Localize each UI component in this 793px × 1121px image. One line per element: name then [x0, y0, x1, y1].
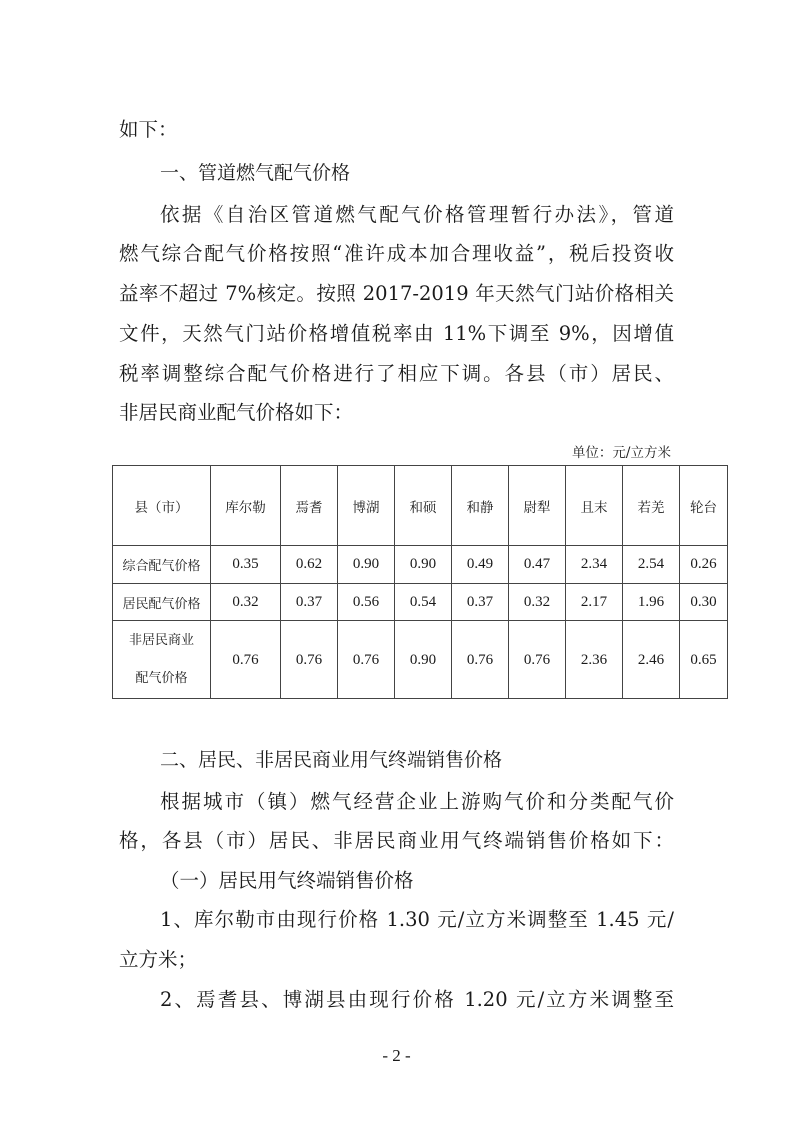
- table-cell: 0.30: [680, 584, 728, 621]
- unit-label: 单位：元/立方米: [571, 445, 671, 461]
- table-cell: 0.35: [211, 546, 281, 584]
- header-cell: 和硕: [395, 466, 452, 546]
- table-cell: 2.34: [566, 546, 623, 584]
- table-cell: 0.76: [452, 621, 509, 699]
- table-cell: 2.36: [566, 621, 623, 699]
- header-cell: 轮台: [680, 466, 728, 546]
- table-cell: 0.47: [509, 546, 566, 584]
- list-item-continuation: 立方米；: [119, 948, 198, 971]
- table-cell: 0.37: [452, 584, 509, 621]
- section1-line: 税率调整综合配气价格进行了相应下调。各县（市）居民、: [119, 362, 674, 385]
- header-cell: 尉犁: [509, 466, 566, 546]
- header-cell: 库尔勒: [211, 466, 281, 546]
- table-cell: 2.17: [566, 584, 623, 621]
- list-item: 2、焉耆县、博湖县由现行价格 1.20 元/立方米调整至: [160, 988, 674, 1011]
- header-cell: 焉耆: [281, 466, 338, 546]
- header-cell: 博湖: [338, 466, 395, 546]
- table-cell: 0.76: [338, 621, 395, 699]
- row-label-line: 非居民商业: [128, 632, 194, 648]
- table-cell: 0.26: [680, 546, 728, 584]
- table-header-row: [113, 466, 728, 546]
- row-label: 综合配气价格: [113, 546, 211, 584]
- table-cell: 0.76: [281, 621, 338, 699]
- table-cell: 0.65: [680, 621, 728, 699]
- row-label: [113, 621, 211, 699]
- section2-line: 根据城市（镇）燃气经营企业上游购气价和分类配气价: [160, 790, 674, 813]
- table-cell: 0.56: [338, 584, 395, 621]
- header-cell: 且末: [566, 466, 623, 546]
- table-cell: 0.76: [211, 621, 281, 699]
- section2-line: 格，各县（市）居民、非居民商业用气终端销售价格如下：: [119, 829, 674, 852]
- table-cell: 0.90: [338, 546, 395, 584]
- header-cell: 县（市）: [113, 466, 211, 546]
- table-row: [113, 584, 728, 621]
- section1-line: 文件，天然气门站价格增值税率由 11%下调至 9%，因增值: [119, 322, 674, 345]
- table-cell: 0.54: [395, 584, 452, 621]
- price-table: [112, 465, 728, 699]
- section1-line: 非居民商业配气价格如下：: [119, 401, 354, 424]
- section1-line: 燃气综合配气价格按照“准许成本加合理收益”，税后投资收: [119, 242, 674, 265]
- table-row: [113, 546, 728, 584]
- section2-heading: 二、居民、非居民商业用气终端销售价格: [160, 749, 503, 771]
- section1-line: 依据《自治区管道燃气配气价格管理暂行办法》，管道: [160, 203, 674, 226]
- table-cell: 0.32: [509, 584, 566, 621]
- header-cell: 若羌: [623, 466, 680, 546]
- table-row: [113, 621, 728, 699]
- table-cell: 2.54: [623, 546, 680, 584]
- header-cell: 和静: [452, 466, 509, 546]
- table-cell: 0.90: [395, 546, 452, 584]
- page-number: - 2 -: [382, 1046, 411, 1065]
- table-cell: 0.76: [509, 621, 566, 699]
- row-label-line: 配气价格: [135, 670, 188, 686]
- list-item: 1、库尔勒市由现行价格 1.30 元/立方米调整至 1.45 元/: [160, 908, 674, 931]
- table-cell: 0.62: [281, 546, 338, 584]
- row-label: 居民配气价格: [113, 584, 211, 621]
- intro-text: 如下：: [119, 118, 178, 141]
- section1-line: 益率不超过 7%核定。按照 2017-2019 年天然气门站价格相关: [119, 282, 674, 305]
- table-cell: 2.46: [623, 621, 680, 699]
- subsection-heading: （一）居民用气终端销售价格: [160, 869, 414, 892]
- table-cell: 0.32: [211, 584, 281, 621]
- table-cell: 0.49: [452, 546, 509, 584]
- table-cell: 0.37: [281, 584, 338, 621]
- table-cell: 0.90: [395, 621, 452, 699]
- section1-heading: 一、管道燃气配气价格: [160, 162, 351, 184]
- table-cell: 1.96: [623, 584, 680, 621]
